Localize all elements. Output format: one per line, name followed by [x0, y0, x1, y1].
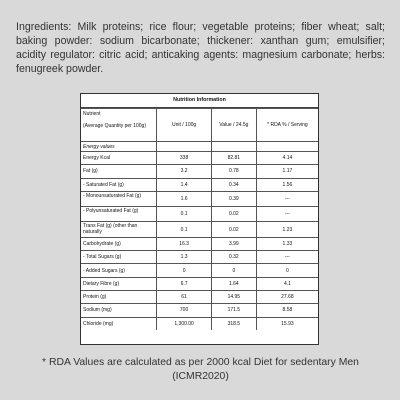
nutrient-name-cell: Fat (g)	[81, 165, 157, 178]
nutrition-row	[81, 237, 318, 250]
ingredients-text: Ingredients: Milk proteins; rice flour; vegetable proteins; fiber wheat; salt; baking powder: sodium bicarbonate; thickener: xanthan gum; emulsifier; acidity regulator: citric acid; anticaking agents: magnesium carbonate; herbs: fenugreek powder.	[16, 21, 385, 75]
rda-percent-cell: 15.93	[256, 317, 318, 330]
nutrient-name-cell: - Polyunsaturated Fat (g)	[81, 207, 157, 222]
header-quantity-label: (Average Quantity per 100g)	[83, 122, 147, 129]
nutrient-name-cell: Trans Fat (g) (other than naturally	[81, 222, 157, 237]
unit-per-100g-cell: 16.3	[157, 237, 212, 250]
value-per-serving-cell: 14.95	[211, 290, 256, 303]
value-per-serving-cell: 3.99	[211, 237, 256, 250]
nutrient-name-cell: - Added Sugars (g)	[81, 264, 157, 277]
value-per-serving-cell: 1.64	[211, 277, 256, 290]
value-per-serving-cell: 171.5	[211, 304, 256, 317]
nutrition-row	[81, 290, 318, 303]
nutrition-row	[81, 277, 318, 290]
nutrition-row	[81, 264, 318, 277]
nutrient-name-cell: Protein (g)	[81, 290, 157, 303]
energy-values-row	[81, 142, 318, 152]
rda-percent-cell: 1.33	[256, 237, 318, 250]
nutrition-information-panel	[80, 93, 319, 345]
nutrition-row	[81, 191, 318, 206]
header-rda-label: * RDA % / Serving	[256, 109, 318, 142]
unit-per-100g-cell: 700	[157, 304, 212, 317]
header-nutrient-label: Nutrient	[83, 111, 101, 117]
unit-per-100g-cell: 6.7	[157, 277, 212, 290]
nutrient-name-cell: Dietary Fibre (g)	[81, 277, 157, 290]
rda-percent-cell: 1.56	[256, 178, 318, 191]
nutrient-name-cell: - Monounsaturated Fat (g)	[81, 191, 157, 206]
unit-per-100g-cell: 1,300.00	[157, 317, 212, 330]
rda-percent-cell: 1.23	[256, 222, 318, 237]
header-nutrient-cell	[81, 109, 157, 142]
nutrient-name-cell: Carbohydrate (g)	[81, 237, 157, 250]
value-per-serving-cell: 0.32	[211, 251, 256, 264]
rda-percent-cell: ---	[256, 191, 318, 206]
energy-values-empty	[211, 142, 256, 152]
unit-per-100g-cell: 1.6	[157, 191, 212, 206]
unit-per-100g-cell: 0.1	[157, 207, 212, 222]
nutrient-name-cell: - Total Sugars (g)	[81, 251, 157, 264]
unit-per-100g-cell: 61	[157, 290, 212, 303]
value-per-serving-cell: 0.34	[211, 178, 256, 191]
nutrition-table	[81, 108, 318, 330]
value-per-serving-cell: 82.81	[211, 152, 256, 165]
rda-percent-cell: 8.58	[256, 304, 318, 317]
value-per-serving-cell: 0.78	[211, 165, 256, 178]
rda-percent-cell: 4.1	[256, 277, 318, 290]
unit-per-100g-cell: 1.3	[157, 251, 212, 264]
header-unit-label: Unit / 100g	[157, 109, 212, 142]
value-per-serving-cell: 0.39	[211, 191, 256, 206]
unit-per-100g-cell: 1.4	[157, 178, 212, 191]
nutrition-row	[81, 178, 318, 191]
value-per-serving-cell: 0.02	[211, 207, 256, 222]
nutrition-row	[81, 304, 318, 317]
nutrition-row	[81, 251, 318, 264]
value-per-serving-cell: 318.5	[211, 317, 256, 330]
nutrition-title: Nutrition Information	[81, 94, 318, 108]
nutrient-name-cell: Energy Kcal	[81, 152, 157, 165]
nutrient-name-cell: Sodium (mg)	[81, 304, 157, 317]
nutrition-row	[81, 165, 318, 178]
value-per-serving-cell: 0.02	[211, 222, 256, 237]
header-value-label: Value / 24.5g	[211, 109, 256, 142]
rda-footnote: * RDA Values are calculated as per 2000 kcal Diet for sedentary Men (ICMR2020)	[42, 357, 359, 382]
nutrition-header-row	[81, 109, 318, 142]
energy-values-empty	[256, 142, 318, 152]
energy-values-empty	[157, 142, 212, 152]
nutrition-row	[81, 317, 318, 330]
unit-per-100g-cell: 338	[157, 152, 212, 165]
rda-percent-cell: 27.68	[256, 290, 318, 303]
rda-percent-cell: 1.17	[256, 165, 318, 178]
rda-percent-cell: ---	[256, 207, 318, 222]
energy-values-label: Energy values	[81, 142, 157, 152]
rda-percent-cell: 4.14	[256, 152, 318, 165]
unit-per-100g-cell: 3.2	[157, 165, 212, 178]
rda-percent-cell: 0	[256, 264, 318, 277]
rda-percent-cell: ---	[256, 251, 318, 264]
nutrition-row	[81, 152, 318, 165]
nutrient-name-cell: Chloride (mg)	[81, 317, 157, 330]
unit-per-100g-cell: 0	[157, 264, 212, 277]
unit-per-100g-cell: 0.1	[157, 222, 212, 237]
nutrient-name-cell: - Saturated Fat (g)	[81, 178, 157, 191]
nutrition-row	[81, 222, 318, 237]
value-per-serving-cell: 0	[211, 264, 256, 277]
nutrition-row	[81, 207, 318, 222]
